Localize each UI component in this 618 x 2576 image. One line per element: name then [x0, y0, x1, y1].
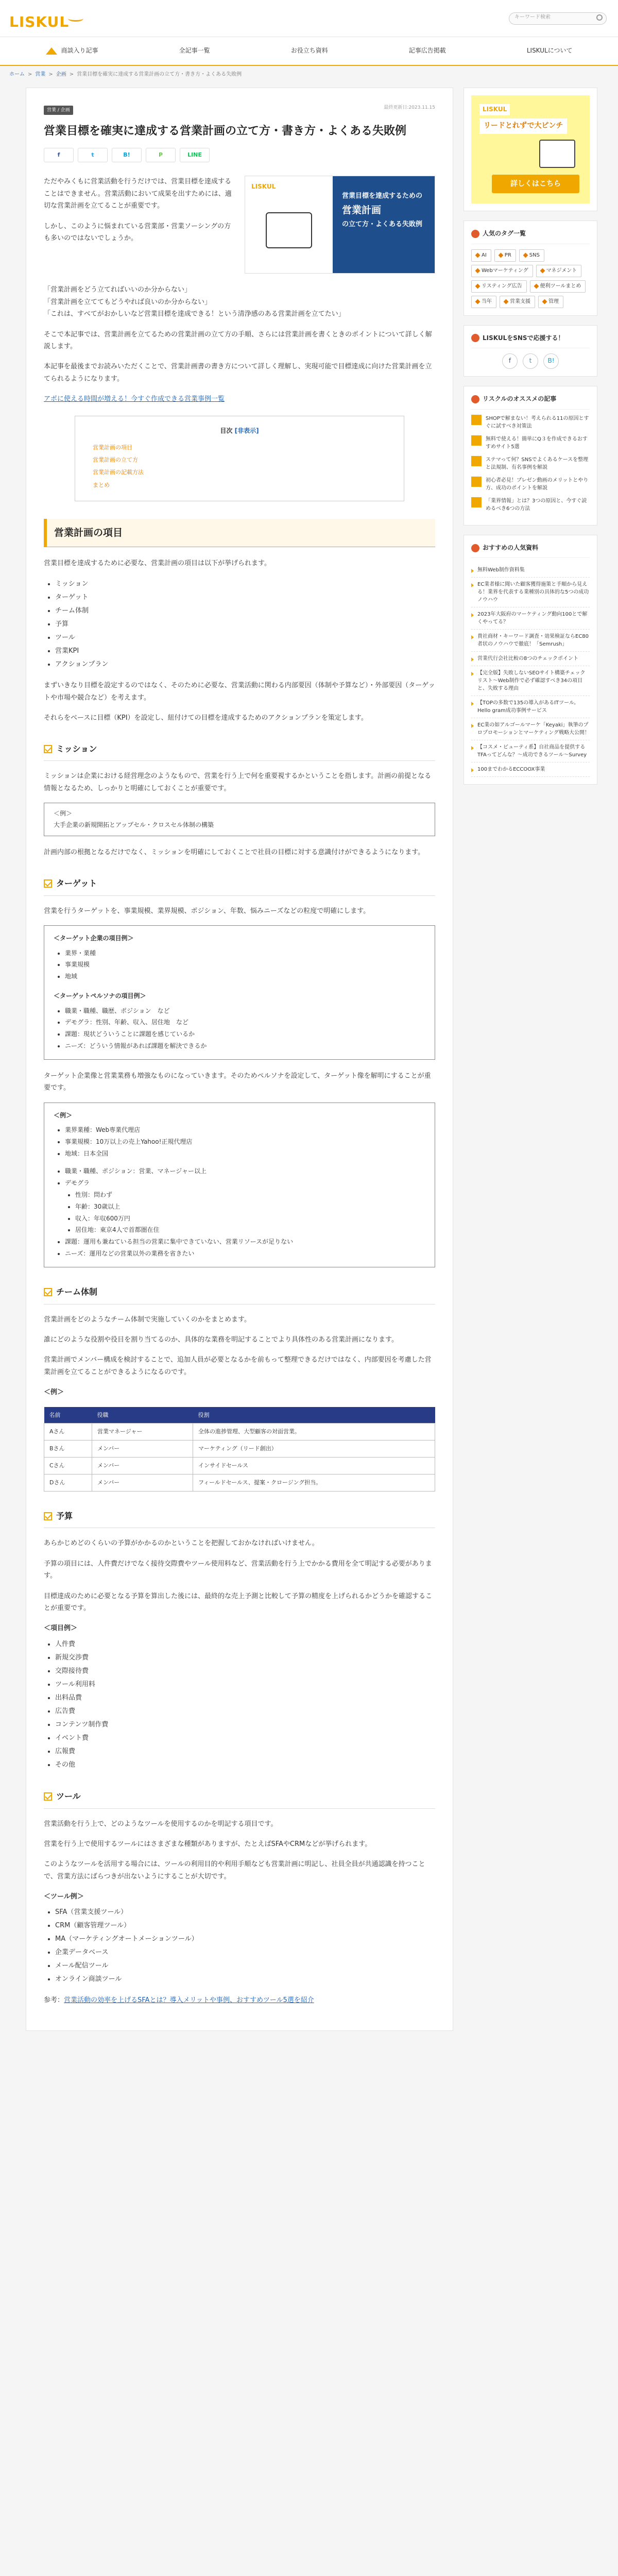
- checkbox-icon: [44, 1288, 52, 1296]
- nav-label: LISKULについて: [526, 47, 573, 55]
- toc-item[interactable]: まとめ: [93, 481, 110, 488]
- table-cell: メンバー: [92, 1440, 193, 1458]
- tag-label: 管理: [548, 298, 559, 304]
- breadcrumb-planning[interactable]: 企画: [56, 72, 66, 77]
- example-box: [44, 803, 435, 836]
- nav-label: お役立ち資料: [290, 47, 328, 55]
- like-icon: [471, 334, 479, 342]
- table-header-row: [44, 1407, 435, 1423]
- tag-label: SNS: [529, 252, 540, 258]
- resource-item[interactable]: 2023年大阪府のマーケティング動向100とで解くやってる？: [471, 607, 590, 630]
- tag-button[interactable]: [471, 280, 527, 293]
- paragraph: 予算の項目には、人件費だけでなく接待交際費やツール使用料など、営業活動を行う上でかかる費用を全て明記する必要があります。: [44, 1560, 432, 1580]
- tag-button[interactable]: [519, 249, 544, 262]
- recommended-item[interactable]: [471, 435, 590, 451]
- toc-title-text: 目次: [220, 427, 233, 434]
- quote-line: 「営業計画を立ててもどうやれば良いのか分からない」: [44, 298, 212, 306]
- list-item: • 収入：年収600万円: [75, 1213, 425, 1225]
- box-heading: ＜ターゲットペルソナの項目例＞: [54, 992, 146, 999]
- breadcrumb-sales[interactable]: 営業: [35, 72, 46, 77]
- nav-item-resources[interactable]: [291, 45, 328, 57]
- toc-item[interactable]: 営業計画の立て方: [93, 456, 138, 464]
- resource-item[interactable]: 貴社商材・キーワード調査・効果検証ならEC80者状のノウハウで徹底！「Semrush」: [471, 630, 590, 652]
- breadcrumb-sep: >: [28, 72, 32, 77]
- list-item: • ミッション: [55, 578, 435, 591]
- global-nav: [0, 37, 618, 66]
- recommended-item[interactable]: [471, 456, 590, 471]
- thumbnail: [471, 497, 482, 507]
- list-item: • 年齢：30歳以上: [75, 1201, 425, 1213]
- table-header: 役割: [193, 1407, 435, 1423]
- recommended-item[interactable]: [471, 477, 590, 492]
- tag-button[interactable]: [538, 296, 563, 308]
- site-logo[interactable]: LISKUL: [9, 13, 70, 30]
- widget-title-text: LISKULをSNSで応援する！: [483, 334, 564, 342]
- diamond-icon: [523, 253, 528, 258]
- list-item: • デモグラ: [65, 1177, 425, 1189]
- table-cell: メンバー: [92, 1458, 193, 1475]
- hero-logo: LISKUL: [251, 183, 276, 191]
- breadcrumb-sep: >: [69, 72, 74, 77]
- subsection-heading: [44, 1789, 435, 1809]
- hero-image: [245, 176, 435, 274]
- example-label: ＜例＞: [54, 810, 73, 818]
- heading-text: 予算: [56, 1511, 73, 1521]
- list-item: • イベント費: [55, 1732, 435, 1745]
- tag-label: 営業支援: [510, 298, 530, 304]
- list-item: • オンライン商談ツール: [55, 1973, 435, 1986]
- subsection-heading: [44, 1285, 435, 1304]
- list-item: • 課題：現状どういうことに課題を感じているか: [65, 1028, 425, 1040]
- recommended-item[interactable]: [471, 497, 590, 513]
- target-items-box: [44, 925, 435, 1060]
- promo-link[interactable]: アポに使える時間が増える！今すぐ作成できる営業事例一覧: [44, 395, 225, 403]
- search-icon[interactable]: [596, 14, 603, 21]
- tag-button[interactable]: [471, 249, 491, 262]
- list-item: • 予算: [55, 618, 435, 631]
- tag-button[interactable]: [471, 296, 496, 308]
- recommended-title: ステマって何？SNSでよくあるケースを整理と法規制、有名事例を解説: [486, 456, 589, 470]
- tag-label: AI: [482, 252, 487, 258]
- list-item: • 地域：日本全国: [65, 1148, 425, 1160]
- toc-item[interactable]: 営業計画の項目: [93, 444, 132, 451]
- paragraph: 営業活動を行う上で、どのようなツールを使用するのかを明記する項目です。: [44, 1820, 278, 1828]
- ad-body: [471, 95, 590, 204]
- breadcrumb: [0, 66, 618, 83]
- hero-line: 営業目標を達成するための: [342, 192, 423, 200]
- paragraph: 営業計画をどのようなチーム体制で実施していくのかをまとめます。: [44, 1315, 251, 1324]
- table-row: [44, 1458, 435, 1475]
- reference-link[interactable]: 営業活動の効率を上げるSFAとは？導入メリットや事例、おすすめツール5選を紹介: [64, 1996, 314, 2005]
- list-item: • MA（マーケティングオートメーションツール）: [55, 1933, 435, 1946]
- thumbnail: [471, 456, 482, 466]
- list-item: • ニーズ：どういう情報があれば課題を解決できるか: [65, 1040, 425, 1052]
- diamond-icon: [475, 284, 480, 289]
- hero-caption: [333, 176, 435, 273]
- resource-item[interactable]: 【完全版】失敗しないSEOサイト構築チェックリスト～Web制作で必ず確認すべき34の項目と、失敗する理由: [471, 666, 590, 696]
- diamond-icon: [475, 268, 480, 274]
- table-row: [44, 1423, 435, 1440]
- team-table: [44, 1407, 435, 1492]
- paragraph: ターゲット企業像と営業業務も増強なものになっていきます。そのためペルソナを設定して、ターゲット像を解明にすることが重要です。: [44, 1072, 431, 1092]
- list-item: • 事業規模：10万以上の売上Yahoo!正規代理店: [65, 1136, 425, 1148]
- list-item: • メール配信ツール: [55, 1959, 435, 1973]
- tag-label: マネジメント: [546, 267, 577, 274]
- nav-item-all[interactable]: [179, 45, 210, 57]
- tag-button[interactable]: [494, 249, 516, 262]
- list-item: • 新規交渉費: [55, 1651, 435, 1665]
- table-cell: 営業マネージャー: [92, 1423, 193, 1440]
- list-item: • 業界・業種: [65, 947, 425, 959]
- checkbox-icon: [44, 1512, 52, 1520]
- list-item: • チーム体制: [55, 604, 435, 618]
- table-cell: 全体の進捗管理、大型顧客の対面営業。: [193, 1423, 435, 1440]
- tag-button[interactable]: [500, 296, 535, 308]
- heading-text: ターゲット: [56, 878, 97, 888]
- list-item: • SFA（営業支援ツール）: [55, 1906, 435, 1919]
- heading-text: ツール: [56, 1791, 81, 1801]
- list-item: • 広報費: [55, 1745, 435, 1758]
- paragraph: 目標達成のために必要となる予算を算出した後には、最終的な売上予測と比較して予算の精度を上げられるかどうかを確認することが重要です。: [44, 1592, 433, 1612]
- tag-label: 便利ツールまとめ: [540, 283, 581, 289]
- intro-hero: [44, 176, 435, 274]
- toc-title: [93, 426, 386, 437]
- logo-swoosh: [68, 15, 83, 22]
- table-cell: マーケティング（リード創出）: [193, 1440, 435, 1458]
- share-buttons: [44, 148, 435, 162]
- breadcrumb-current: 営業目標を確実に達成する営業計画の立て方・書き方・よくある失敗例: [77, 72, 242, 77]
- tag-label: リスティング広告: [482, 283, 522, 289]
- paragraph: それらをベースに目標（KPI）を設定し、紐付けての目標を達成するためのアクションプランを策定します。: [44, 714, 368, 722]
- thumbnail: [471, 435, 482, 446]
- nav-label: 全記事一覧: [179, 47, 210, 55]
- tag-button[interactable]: [471, 265, 533, 277]
- search-input[interactable]: キーワード検索: [509, 12, 607, 25]
- recommended-title: 無料で使える！簡単にQ３を作成できるおすすめサイト5選: [486, 436, 588, 450]
- hatena-share-button[interactable]: B!: [112, 148, 142, 162]
- thumbnail: [471, 477, 482, 487]
- tag-button[interactable]: [530, 280, 586, 293]
- article-main: [26, 88, 453, 2031]
- list-item: • 事業規模: [65, 959, 425, 971]
- clipboard-icon: [266, 212, 312, 248]
- diamond-icon: [475, 299, 480, 304]
- quote-line: 「営業計画をどう立てればいいのか分からない」: [44, 286, 192, 294]
- box-heading: ＜ターゲット企業の項目例＞: [54, 934, 134, 942]
- resource-item[interactable]: 【TOPの多数で135の導入があるITツール。Hello gram成功事例サービス: [471, 696, 590, 718]
- intro-paragraph: ただやみくもに営業活動を行うだけでは、営業目標を達成することはできません。営業活動において成果を出すためには、適切な営業計画を立てることが重要です。: [44, 178, 232, 210]
- paragraph: 計画内部の根拠となるだけでなく、ミッションを明確にしておくことで社員の目標に対する意識付けができるようになります。: [44, 849, 425, 857]
- heading-text: ミッション: [56, 743, 97, 754]
- list-item: • 性別：問わず: [75, 1189, 425, 1201]
- nav-item-sales[interactable]: [46, 45, 98, 57]
- example-text: 大手企業の新規開拓とアップセル・クロスセル体制の構築: [54, 821, 214, 828]
- page-title: 営業目標を確実に達成する営業計画の立て方・書き方・よくある失敗例: [44, 125, 407, 138]
- resource-item[interactable]: EC業者様に聞いた顧客獲得施策と手順から見える！業界を代表する業種別の具体的な5つの成功ノウハウ: [471, 578, 590, 607]
- subsection-heading: [44, 876, 435, 896]
- facebook-share-button[interactable]: f: [44, 148, 74, 162]
- recommended-title: 「業界情報」とは？3つの原因と、今すぐ読めるべき6つの方法: [486, 498, 587, 512]
- list-item: • 職業・職種、ポジション：営業、マネージャー以上: [65, 1165, 425, 1177]
- list-item: • 地域: [65, 971, 425, 982]
- item-list: [55, 578, 435, 671]
- resource-item[interactable]: 無料Web制作資料集: [471, 563, 590, 578]
- intro-paragraph: しかし、このように悩まれている営業部・営業ソーシングの方も多いのではないでしょうか。: [44, 222, 231, 242]
- thumbnail: [471, 415, 482, 425]
- diamond-icon: [475, 253, 480, 258]
- intro-paragraph: そこで本記事では、営業計画を立てるための営業計画の立て方の手順、さらには営業計画を書くときのポイントについて詳しく解説します。: [44, 330, 432, 350]
- nav-label: 商談入り記事: [61, 47, 98, 55]
- table-header: 名前: [44, 1407, 92, 1423]
- widget-title: [471, 543, 590, 558]
- star-icon: [471, 544, 479, 552]
- site-header: [0, 0, 618, 37]
- breadcrumb-home[interactable]: ホーム: [9, 72, 25, 77]
- tool-list: [55, 1906, 435, 1986]
- list-item: • ターゲット: [55, 591, 435, 604]
- flag-icon: [471, 395, 479, 403]
- target-example-box: [44, 1103, 435, 1267]
- hero-line: の立て方・よくある失敗例: [342, 220, 423, 228]
- category-tag[interactable]: 営業 / 企画: [44, 106, 73, 115]
- widget-title: [471, 333, 590, 349]
- list-heading: ＜ツール例＞: [44, 1893, 84, 1901]
- diamond-icon: [542, 299, 547, 304]
- nav-label: 記事広告掲載: [408, 47, 446, 55]
- table-row: [44, 1474, 435, 1491]
- checkbox-icon: [44, 879, 52, 888]
- list-item: • 課題：運用も兼ねている担当の営業に集中できていない、営業リソースが足りない: [65, 1236, 425, 1248]
- ad-cta-button[interactable]: 詳しくはこちら: [492, 175, 579, 193]
- tag-label: PR: [504, 252, 511, 258]
- checkbox-icon: [44, 745, 52, 753]
- table-header: 役職: [92, 1407, 193, 1423]
- list-item: • 交際接待費: [55, 1665, 435, 1678]
- table-cell: Bさん: [44, 1440, 92, 1458]
- section-heading: 営業計画の項目: [44, 519, 435, 547]
- tag-list: [471, 249, 590, 308]
- popular-resources-widget: [464, 535, 597, 785]
- list-item: • 出料品費: [55, 1691, 435, 1705]
- list-item: • ニーズ：運用などの営業以外の業務を省きたい: [65, 1248, 425, 1260]
- facebook-icon[interactable]: f: [502, 353, 518, 369]
- widget-title: [471, 228, 590, 244]
- line-share-button[interactable]: LINE: [180, 148, 210, 162]
- widget-title-text: リスクルのオススメの記事: [483, 395, 557, 403]
- table-cell: メンバー: [92, 1474, 193, 1491]
- reference-line: [44, 1994, 435, 2006]
- ad-banner[interactable]: [464, 88, 597, 211]
- widget-title-text: おすすめの人気資料: [483, 544, 539, 551]
- tag-button[interactable]: [536, 265, 582, 277]
- checkbox-icon: [44, 1792, 52, 1801]
- paragraph: あらかじめどのくらいの予算がかかるのかということを把握しておかなければいけません。: [44, 1539, 319, 1548]
- list-item: • CRM（顧客管理ツール）: [55, 1919, 435, 1933]
- table-cell: Cさん: [44, 1458, 92, 1475]
- list-item: • 広告費: [55, 1705, 435, 1718]
- list-item: • 営業KPI: [55, 645, 435, 658]
- resource-item[interactable]: 【コスメ・ビューティ系】自社商品を提供するTFAってどんな？～成功できるツール～Survey: [471, 740, 590, 762]
- sidebar: [464, 88, 597, 794]
- paragraph: 営業計画でメンバー構成を検討することで、追加人員が必要となるかを前もって整理できるだけではなく、内部要因を考慮した営業計画を立てることができるようになるのです。: [44, 1356, 432, 1376]
- paragraph: 誰にどのような役割や役目を割り当てるのか、具体的な業務を明記することでより具体性のある営業計画になります。: [44, 1336, 398, 1344]
- subsection-heading: [44, 742, 435, 761]
- hatena-icon[interactable]: B!: [543, 353, 559, 369]
- toc-item[interactable]: 営業計画の記載方法: [93, 469, 144, 476]
- list-item: • ツール: [55, 631, 435, 645]
- resource-item[interactable]: 100までわかるECCOOX事業: [471, 762, 590, 777]
- tag-icon: [471, 230, 479, 238]
- list-item: • 企業データベース: [55, 1946, 435, 1959]
- tag-label: Webマーケティング: [482, 267, 528, 274]
- list-item: • 業界業種：Web専業代理店: [65, 1124, 425, 1136]
- pocket-share-button[interactable]: P: [146, 148, 176, 162]
- widget-title-text: 人気のタグ一覧: [483, 230, 526, 237]
- intro-paragraph: 本記事を最後までお読みいただくことで、営業計画書の書き方について詳しく理解し、実現可能で目標達成に向けた営業計画を立てられるようになります。: [44, 363, 432, 383]
- diamond-icon: [498, 253, 503, 258]
- paragraph: 営業を行うターゲットを、事業規模、業界規模、ポジション、年数、悩みニーズなどの粒度で明確にします。: [44, 907, 370, 915]
- diamond-icon: [504, 299, 509, 304]
- list-item: • ツール利用料: [55, 1678, 435, 1691]
- tag-widget: [464, 221, 597, 316]
- list-item: • コンテンツ制作費: [55, 1718, 435, 1732]
- hero-illustration: [245, 176, 333, 273]
- reference-label: 参考：: [44, 1996, 64, 2005]
- paragraph: ミッションは企業における経営理念のようなもので、営業を行う上で何を重要視するかということを指します。計画の前提となる情報となるため、しっかりと明確にしておくことが重要です。: [44, 772, 432, 792]
- updated-date: 最終更新日:2023.11.15: [384, 105, 435, 110]
- ad-illustration: [539, 140, 575, 168]
- table-cell: Dさん: [44, 1474, 92, 1491]
- resource-item[interactable]: EC業の如アルゴールマーケ「Keyaki」執筆のプロプロモーションとマーケティング戦略大公開！: [471, 718, 590, 740]
- recommended-title: 初心者必見！プレゼン動画のメリットとやり方、成功のポイントを解説: [486, 477, 589, 491]
- list-item: • 職業・職種、職歴、ポジション など: [65, 1005, 425, 1017]
- twitter-icon[interactable]: t: [523, 353, 538, 369]
- table-cell: Aさん: [44, 1423, 92, 1440]
- list-heading: ＜項目例＞: [44, 1624, 78, 1633]
- intro-text: [44, 176, 235, 274]
- table-cell: インサイドセールス: [193, 1458, 435, 1475]
- list-item: • 人件費: [55, 1638, 435, 1651]
- list-item: • その他: [55, 1758, 435, 1772]
- paragraph: このようなツールを活用する場合には、ツールの利用目的や利用手順なども営業計画に明記し、社員全員が共通認識を持つことで、営業方法にばらつきが出ないようにすることが大切です。: [44, 1860, 425, 1880]
- diamond-icon: [540, 268, 545, 274]
- subsection-heading: [44, 1509, 435, 1529]
- diamond-icon: [534, 284, 539, 289]
- widget-title: [471, 394, 590, 410]
- hero-big: 営業計画: [342, 205, 382, 216]
- social-widget: [464, 325, 597, 377]
- example-label: ＜例＞: [44, 1388, 64, 1397]
- resource-item[interactable]: 営業代行会社比較の8つのチェックポイント: [471, 652, 590, 666]
- list-item: • デモグラ：性別、年齢、収入、居住地 など: [65, 1016, 425, 1028]
- paragraph: まずいきなり目標を設定するのではなく、そのために必要な、営業活動に関わる内部要因（体制や予算など）・外部要因（ターゲットや市場や競合など）を考えます。: [44, 682, 435, 702]
- ad-copy: リードとれずで大ピンチ: [479, 118, 567, 133]
- list-item: • アクションプラン: [55, 658, 435, 671]
- crown-icon: [46, 47, 57, 55]
- table-of-contents: [75, 416, 404, 501]
- paragraph: 営業目標を達成するために必要な、営業計画の項目は以下が挙げられます。: [44, 560, 271, 568]
- resource-list: [471, 563, 590, 777]
- ad-logo: LISKUL: [479, 104, 510, 115]
- paragraph: 営業を行う上で使用するツールにはさまざまな種類がありますが、たとえばSFAやCRMなどが挙げられます。: [44, 1840, 372, 1848]
- quote-line: 「これは、すべてがおかしいなど営業目標を達成できる！という清浄感のある営業計画を立てたい」: [44, 310, 345, 318]
- table-row: [44, 1440, 435, 1458]
- tag-label: 当年: [482, 298, 492, 304]
- table-cell: フィールドセールス、提案・クロージング担当。: [193, 1474, 435, 1491]
- list-item: • 居住地：東京4人で首都圏在住: [75, 1224, 425, 1236]
- nav-item-about[interactable]: [527, 45, 573, 57]
- box-heading: ＜例＞: [54, 1111, 73, 1119]
- recommended-widget: [464, 386, 597, 526]
- recommended-item[interactable]: [471, 415, 590, 430]
- social-buttons: [471, 353, 590, 369]
- budget-list: [55, 1638, 435, 1772]
- heading-text: チーム体制: [56, 1286, 98, 1297]
- recommended-title: SHOPで解まない！考えられる11の原因とすぐに試すべき対策法: [486, 415, 589, 429]
- breadcrumb-sep: >: [48, 72, 53, 77]
- nav-item-ads[interactable]: [409, 45, 446, 57]
- twitter-share-button[interactable]: t: [78, 148, 108, 162]
- toc-toggle[interactable]: [非表示]: [234, 427, 259, 434]
